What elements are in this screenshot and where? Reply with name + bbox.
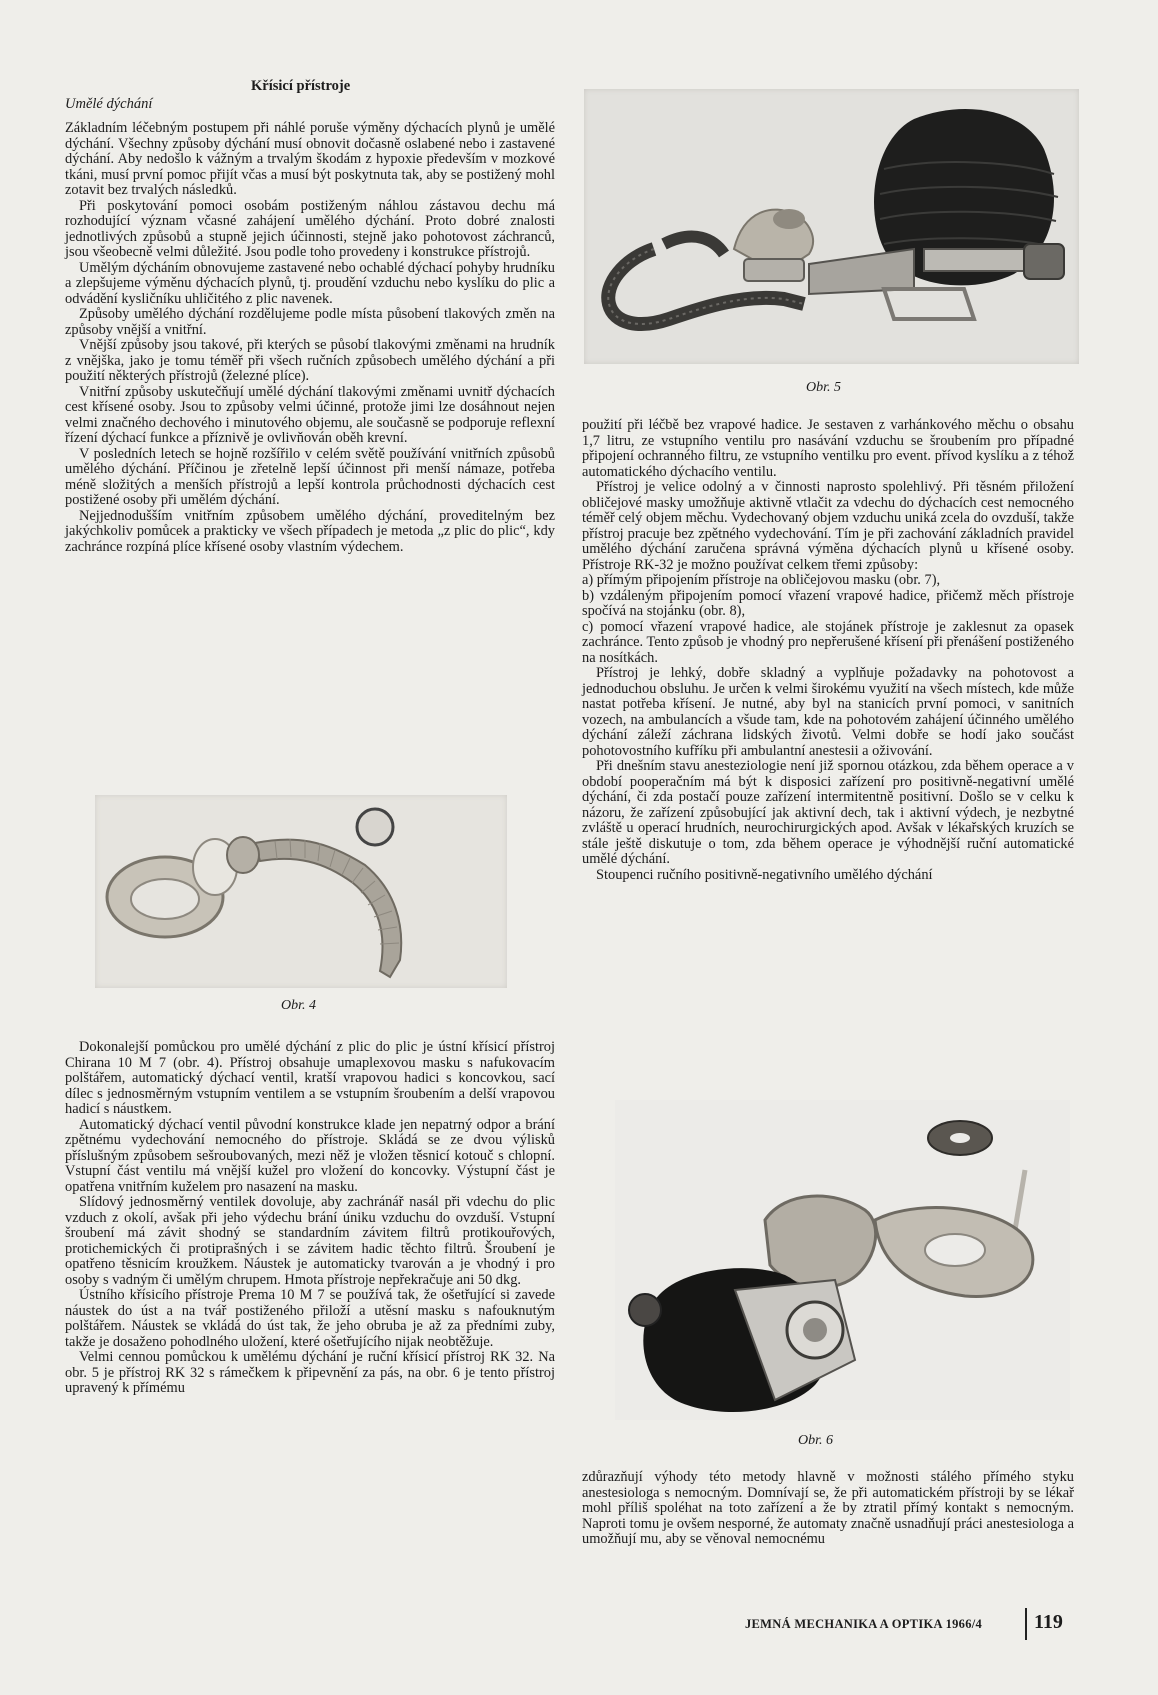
paragraph: Přístroj je velice odolný a v činnosti naprosto spolehlivý. Při těsném přiložení obličejové masky umožňuje aktivně vtlačit za vdechu do dýchacích cest nemocného téměř celý objem měchu. Vydechovaný objem vzduchu uniká zcela do ovzduší, takže přístroj pracuje bez zpětného vydechování. Tím je při zachování základních pravidel umělého dýchání zaručena správná výměna dýchacích plynů u křísené osoby. Přístroje RK-32 je možno používat celkem třemi způsoby:	[582, 479, 1074, 573]
paragraph: Stoupenci ručního positivně-negativního umělého dýchání	[596, 866, 933, 883]
list-item: b) vzdáleným připojením pomocí vřazení vrapové hadice, přičemž měch přístroje spočívá na stojánku (obr. 8),	[582, 587, 1074, 619]
paragraph: Slídový jednosměrný ventilek dovoluje, aby zachránář nasál při vdechu do plic vzduch z okolí, avšak při jeho výdechu brání úniku vzduchu do ovzduší. Vstupní šroubení má závit shodný se standardním závitem filtrů protikouřových, protichemických či protiprašných i se závitem hadic těchto filtrů. Šroubení je opatřeno těsnicím kroužkem. Náustek je automaticky tvarován a je vhodný i pro osoby s vadným či umělým chrupem. Hmota přístroje nepřekračuje ani 50 dkg.	[65, 1194, 555, 1288]
figure-4-photo	[95, 795, 507, 988]
figure-6-photo	[615, 1100, 1070, 1420]
paragraph: zdůrazňují výhody této metody hlavně v možnosti stálého přímého styku anestesiologa s nemocným. Domnívají se, že při automatickém přístroji by se lékař mohl příliš spoléhat na toto zařízení a že by ztratil přímý kontakt s nemocným. Naproti tomu je ovšem nesporné, že automaty značně usnadňují práci anestesiologa a umožňují mu, aby se věnoval nemocnému	[582, 1469, 1074, 1547]
paragraph: Nejjednodušším vnitřním způsobem umělého dýchání, proveditelným bez jakýchkoliv pomůcek a prakticky ve všech případech je metoda „z plic do plic“, kdy zachránce rozpíná plíce křísené osoby vlastním výdechem.	[65, 507, 555, 555]
paragraph: Při poskytování pomoci osobám postiženým náhlou zástavou dechu má rozhodující význam včasné zahájení umělého dýchání. Proto dobré znalosti jednotlivých způsobů a stupně jejich účinnosti, stejně jako pohotovost záchranců, jsou všeobecně velmi důležité. Jsou podle toho provedeny i konstrukce přístrojů.	[65, 197, 555, 260]
paragraph: V posledních letech se hojně rozšířilo v celém světě používání vnitřních způsobů umělého dýchání. Příčinou je zřetelně lepší účinnost při menší námaze, potřeba méně složitých a menších přístrojů a lepší kontrola průchodnosti dýchacích cest postižené osoby při umělém dýchání.	[65, 445, 555, 508]
paragraph: Umělým dýcháním obnovujeme zastavené nebo ochablé dýchací pohyby hrudníku a zlepšujeme výměnu dýchacích plynů, tj. proudění vzduchu nebo kyslíku do plic a odvádění kysličníku uhličitého z plic navenek.	[65, 259, 555, 307]
left-column-lower	[65, 1040, 555, 1397]
list-item: c) pomocí vřazení vrapové hadice, ale stojánek přístroje je zaklesnut za opasek zachránce. Tento způsob je vhodný pro nepřerušené křísení při přenášení postiženého na nosítkách.	[582, 618, 1074, 666]
breathing-mask-with-hose-icon	[95, 795, 507, 988]
paragraph: Přístroj je lehký, dobře skladný a vyplňuje požadavky na pohotovost a jednoduchou obsluhu. Je určen k velmi širokému využití na všech místech, kde může nastat potřeba křísení. Je nutné, aby byl na stanicích první pomoci, v sanitních vozech, na ambulancích a všude tam, kde na pohotovém zahájení účinného umělého dýchání záleží záchrana lidských životů. Velmi dobře se hodí jako součást pohotovostního kufříku při ambulantní anestesii a oživování.	[582, 665, 1074, 759]
paragraph: Při dnešním stavu anesteziologie není již spornou otázkou, zda během operace a v období pooperačním má být k disposici zařízení pro positivně-negativní umělé dýchání, či zda postačí pouze zařízení intermitentně positivní. Došlo se v celku k názoru, že zařízení způsobující jak aktivní dech, tak i aktivní výdech, je nezbytné zvláště u operací hrudních, neurochirurgických apod. Avšak v lékařských kruzích se stále ještě diskutuje o tom, zda během operace je výhodnější ruční automatické umělé dýchání.	[582, 758, 1074, 867]
right-column-lower	[582, 1470, 1074, 1548]
paragraph: Dokonalejší pomůckou pro umělé dýchání z plic do plic je ústní křísicí přístroj Chirana 10 M 7 (obr. 4). Přístroj obsahuje umaplexovou masku s nafukovacím polštářem, automatický dýchací ventil, kratší vrapovou hadici s koncovkou, sací dílec s jednosměrným vstupním ventilem a se vstupním šroubením a delší vrapovou hadicí s náustkem.	[65, 1039, 555, 1117]
paragraph: Velmi cennou pomůckou k umělému dýchání je ruční křísicí přístroj RK 32. Na obr. 5 je přístroj RK 32 s rámečkem k připevnění za pás, na obr. 6 je tento přístroj upravený k přímému	[65, 1349, 555, 1396]
paragraph: Základním léčebným postupem při náhlé poruše výměny dýchacích plynů je umělé dýchání. Všechny způsoby dýchání musí obnovit dočasně oslabené nebo i zastavené dýchání. Aby nedošlo k vážným a trvalým škodám z hypoxie především v mozkové tkáni, musí první pomoc přijít včas a musí být poskytnuta tak, aby se postižený mohl zotavit bez trvalých následků.	[65, 120, 555, 198]
paragraph: Ústního křísicího přístroje Prema 10 M 7 se používá tak, že ošetřující si zavede náustek do úst a na tvář postiženého přiloží a utěsní masku s nafouknutým polštářem. Náustek se vkládá do úst tak, že jeho obruba je až za předními zuby, takže je dosaženo pohodlného uložení, které ošetřujícího nijak neobtěžuje.	[65, 1287, 555, 1350]
paragraph: Vnější způsoby jsou takové, při kterých se působí tlakovými změnami na hrudník z vnějška, jako je tomu téměř při všech ručních způsobech umělého dýchání a při použití některých přístrojů (železné plíce).	[65, 337, 555, 384]
paragraph: Vnitřní způsoby uskutečňují umělé dýchání tlakovými změnami uvnitř dýchacích cest křísené osoby. Jsou to způsoby velmi účinné, protože jimi lze dosáhnout nejen velmi značného dechového i minutového objemu, ale současně se podporuje reflexní řízení dýchací funkce a příznivě je ovlivňován oběh krevní.	[65, 383, 555, 446]
paragraph: Automatický dýchací ventil původní konstrukce klade jen nepatrný odpor a brání zpětnému vydechování nemocného do přístroje. Skládá se ze dvou výlisků příslušným způsobem sešroubovaných, mezi něž je vložen těsnicí kotouč s chlopní. Vstupní část ventilu má vnější kužel pro vložení do koncovky. Výstupní část je opatřena vnitřním kuželem pro nasazení na masku.	[65, 1116, 555, 1195]
journal-footer: JEMNÁ MECHANIKA A OPTIKA 1966/4	[745, 1617, 983, 1631]
resuscitator-with-mask-icon	[615, 1100, 1070, 1420]
article-title: Křísicí přístroje	[251, 78, 351, 94]
right-column-upper	[582, 418, 1074, 883]
left-column-upper	[65, 121, 555, 555]
page-number: 119	[1034, 1611, 1063, 1633]
figure-6-caption: Obr. 6	[798, 1433, 834, 1448]
figure-5-caption: Obr. 5	[806, 380, 842, 395]
bellows-resuscitator-on-stand-icon	[584, 89, 1079, 364]
footer-divider	[1025, 1608, 1027, 1640]
paragraph: použití při léčbě bez vrapové hadice. Je sestaven z varhánkového měchu o obsahu 1,7 litru, ze vstupního ventilu pro nasávání vzduchu se šroubením pro případné připojení ochranného filtru, ze vstupního ventilku pro event. přívod kyslíku a z téhož automatického dýchacího ventilu.	[582, 417, 1074, 480]
figure-4-caption: Obr. 4	[281, 998, 317, 1013]
list-item: a) přímým připojením přístroje na obličejovou masku (obr. 7),	[582, 572, 941, 588]
paragraph: Způsoby umělého dýchání rozdělujeme podle místa působení tlakových změn na způsoby vnější a vnitřní.	[65, 306, 555, 338]
article-subtitle: Umělé dýchání	[65, 96, 153, 112]
figure-5-photo	[584, 89, 1079, 364]
